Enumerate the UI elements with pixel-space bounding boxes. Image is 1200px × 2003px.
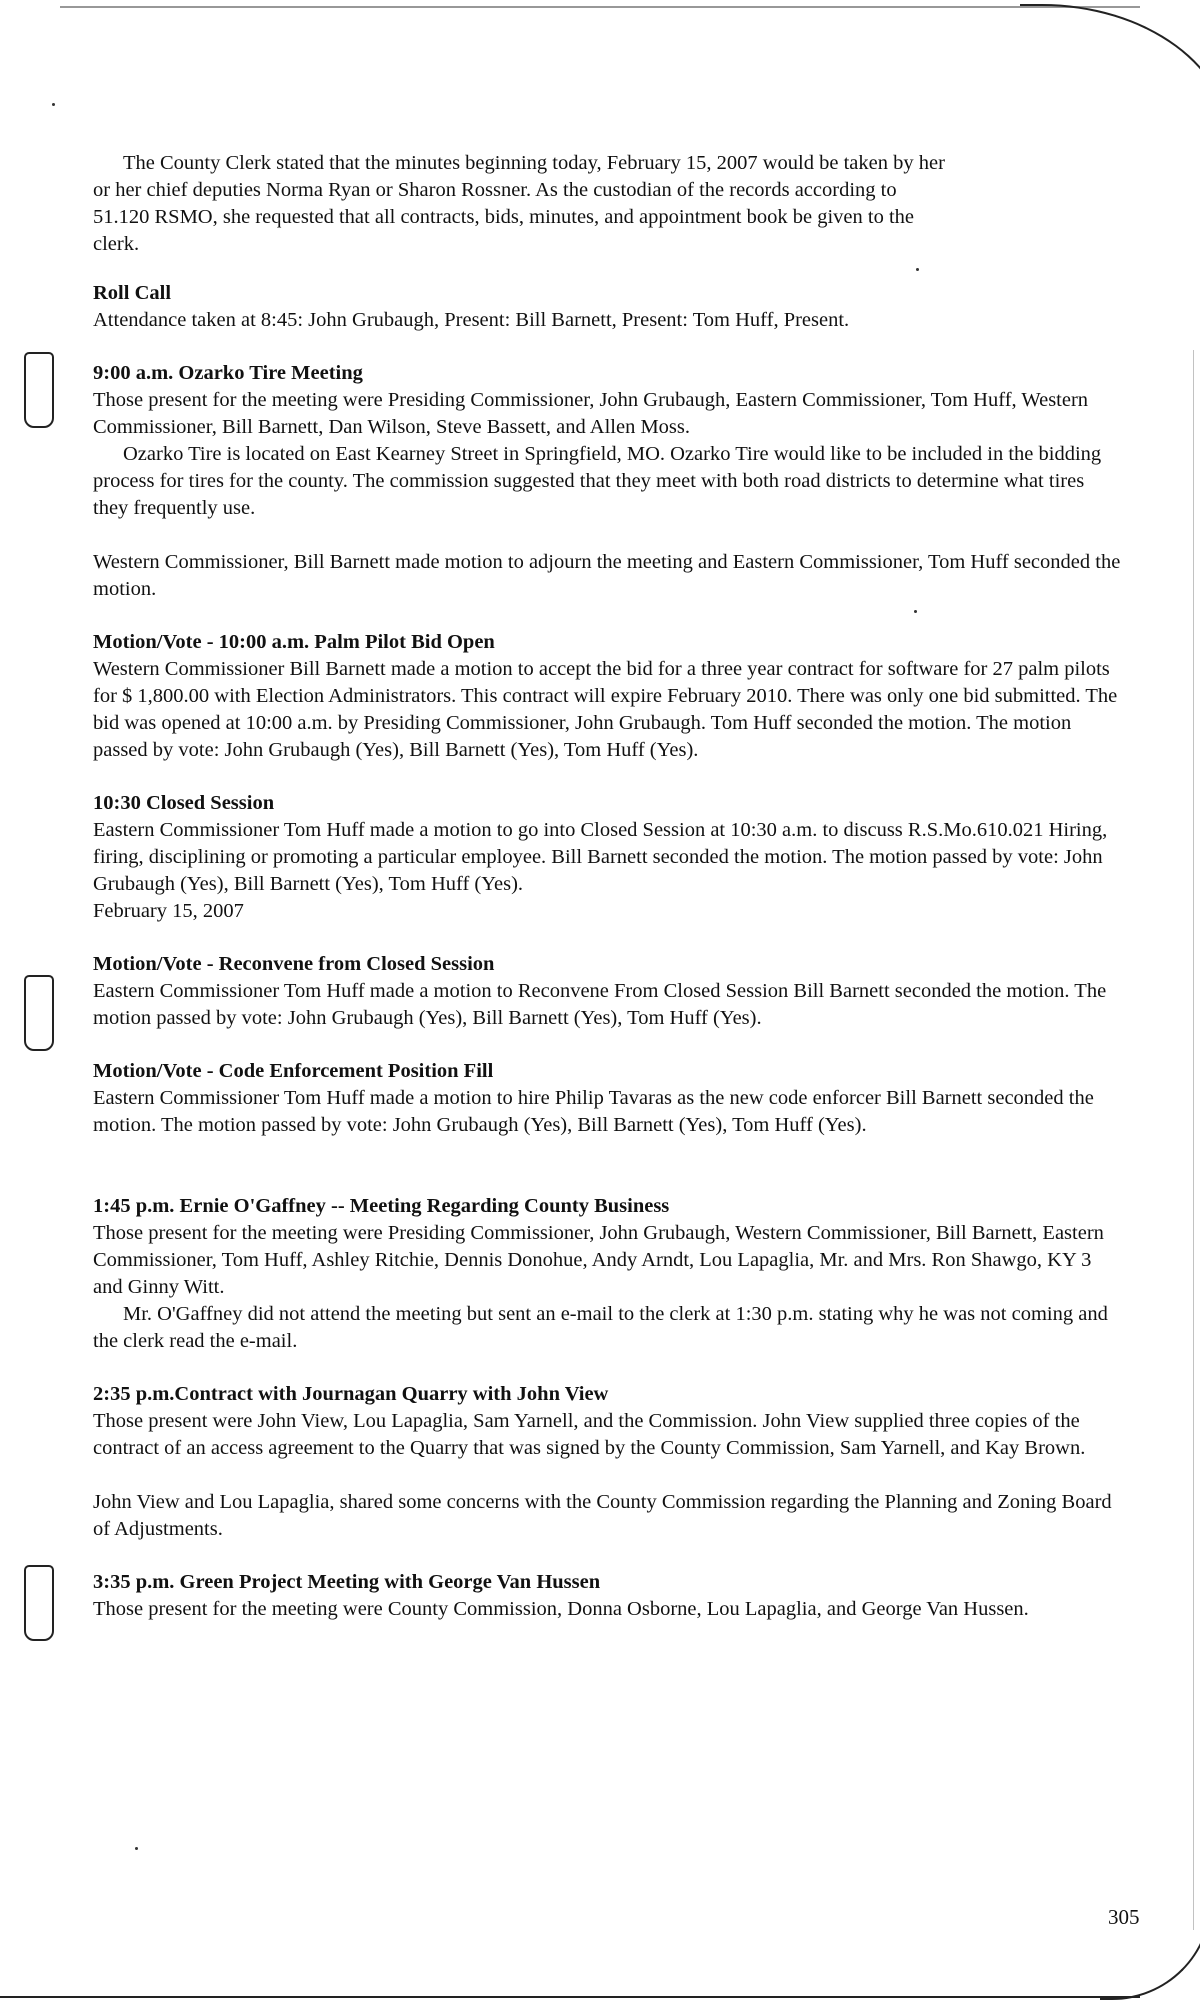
section-paragraph: Mr. O'Gaffney did not attend the meeting but sent an e-mail to the clerk at 1:30 p.m. stating why he was not coming and the clerk read the e-mail.	[93, 1303, 1108, 1352]
section-date: February 15, 2007	[93, 900, 244, 922]
page-top-edge	[60, 6, 1140, 8]
section-paragraph: Those present for the meeting were Presiding Commissioner, John Grubaugh, Western Commissioner, Bill Barnett, Eastern Commissioner, Tom Huff, Ashley Ritchie, Dennis Donohue, Andy Arndt, Lou Lapaglia, Mr. and Mrs. Ron Shawgo, KY 3 and Ginny Witt.	[93, 1222, 1104, 1298]
section-journagan-quarry	[93, 1381, 1123, 1543]
section-heading: 9:00 a.m. Ozarko Tire Meeting	[93, 362, 363, 384]
section-paragraph: Western Commissioner Bill Barnett made a motion to accept the bid for a three year contract for software for 27 palm pilots for $ 1,800.00 with Election Administrators. This contract will expire February 2010. There was only one bid submitted. The bid was opened at 10:00 a.m. by Presiding Commissioner, John Grubaugh. Tom Huff seconded the motion. The motion passed by vote: John Grubaugh (Yes), Bill Barnett (Yes), Tom Huff (Yes).	[93, 658, 1118, 761]
scan-speck	[135, 1847, 138, 1850]
section-paragraph: Those present were John View, Lou Lapaglia, Sam Yarnell, and the Commission. John View supplied three copies of the contract of an access agreement to the Quarry that was signed by the County Commission, Sam Yarnell, and Kay Brown.	[93, 1410, 1086, 1459]
section-paragraph: Those present for the meeting were Presiding Commissioner, John Grubaugh, Eastern Commissioner, Tom Huff, Western Commissioner, Bill Barnett, Dan Wilson, Steve Bassett, and Allen Moss.	[93, 389, 1089, 438]
section-roll-call	[93, 280, 1123, 334]
section-paragraph: John View and Lou Lapaglia, shared some concerns with the County Commission regarding the Planning and Zoning Board of Adjustments.	[93, 1491, 1112, 1540]
section-heading: Motion/Vote - 10:00 a.m. Palm Pilot Bid Open	[93, 631, 495, 653]
section-heading: 1:45 p.m. Ernie O'Gaffney -- Meeting Regarding County Business	[93, 1195, 670, 1217]
page-bottom-edge	[0, 1996, 1140, 1998]
scan-speck	[52, 103, 55, 106]
section-heading: Roll Call	[93, 282, 172, 304]
section-paragraph: Eastern Commissioner Tom Huff made a motion to Reconvene From Closed Session Bill Barnett seconded the motion. The motion passed by vote: John Grubaugh (Yes), Bill Barnett (Yes), Tom Huff (Yes).	[93, 980, 1107, 1029]
section-paragraph: Western Commissioner, Bill Barnett made motion to adjourn the meeting and Eastern Commissioner, Tom Huff seconded the motion.	[93, 551, 1121, 600]
section-green-project	[93, 1569, 1123, 1623]
page-right-edge	[1193, 350, 1194, 1930]
section-paragraph: Attendance taken at 8:45: John Grubaugh, Present: Bill Barnett, Present: Tom Huff, Present.	[93, 309, 850, 331]
section-heading: 3:35 p.m. Green Project Meeting with George Van Hussen	[93, 1571, 601, 1593]
page-corner-curve	[1020, 4, 1200, 156]
section-code-enforcement	[93, 1058, 1123, 1139]
section-paragraph: Eastern Commissioner Tom Huff made a motion to hire Philip Tavaras as the new code enforcer Bill Barnett seconded the motion. The motion passed by vote: John Grubaugh (Yes), Bill Barnett (Yes), Tom Huff (Yes).	[93, 1087, 1094, 1136]
section-paragraph: Those present for the meeting were County Commission, Donna Osborne, Lou Lapaglia, and George Van Hussen.	[93, 1598, 1029, 1620]
intro-paragraph: The County Clerk stated that the minutes beginning today, February 15, 2007 would be taken by her or her chief deputies Norma Ryan or Sharon Rossner. As the custodian of the records according to 51.120 RSMO, she requested that all contracts, bids, minutes, and appointment book be given to the clerk.	[93, 152, 945, 255]
section-palm-pilot-bid	[93, 629, 1123, 764]
section-reconvene	[93, 951, 1123, 1032]
section-heading: Motion/Vote - Reconvene from Closed Session	[93, 953, 495, 975]
binder-hole-icon	[24, 352, 54, 428]
binder-hole-icon	[24, 1565, 54, 1641]
binder-hole-icon	[24, 975, 54, 1051]
section-closed-session	[93, 790, 1123, 925]
section-heading: Motion/Vote - Code Enforcement Position Fill	[93, 1060, 494, 1082]
section-heading: 2:35 p.m.Contract with Journagan Quarry with John View	[93, 1383, 609, 1405]
section-paragraph: Ozarko Tire is located on East Kearney Street in Springfield, MO. Ozarko Tire would like to be included in the bidding process for tires for the county. The commission suggested that they meet with both road districts to determine what tires they frequently use.	[93, 443, 1102, 519]
page-number: 305	[1108, 1905, 1140, 1929]
minutes-body	[93, 150, 1123, 1649]
section-ozarko-tire-meeting	[93, 360, 1123, 603]
section-ogaffney-meeting	[93, 1193, 1123, 1355]
section-heading: 10:30 Closed Session	[93, 792, 275, 814]
section-paragraph: Eastern Commissioner Tom Huff made a motion to go into Closed Session at 10:30 a.m. to discuss R.S.Mo.610.021 Hiring, firing, disciplining or promoting a particular employee. Bill Barnett seconded the motion. The motion passed by vote: John Grubaugh (Yes), Bill Barnett (Yes), Tom Huff (Yes).	[93, 819, 1108, 895]
